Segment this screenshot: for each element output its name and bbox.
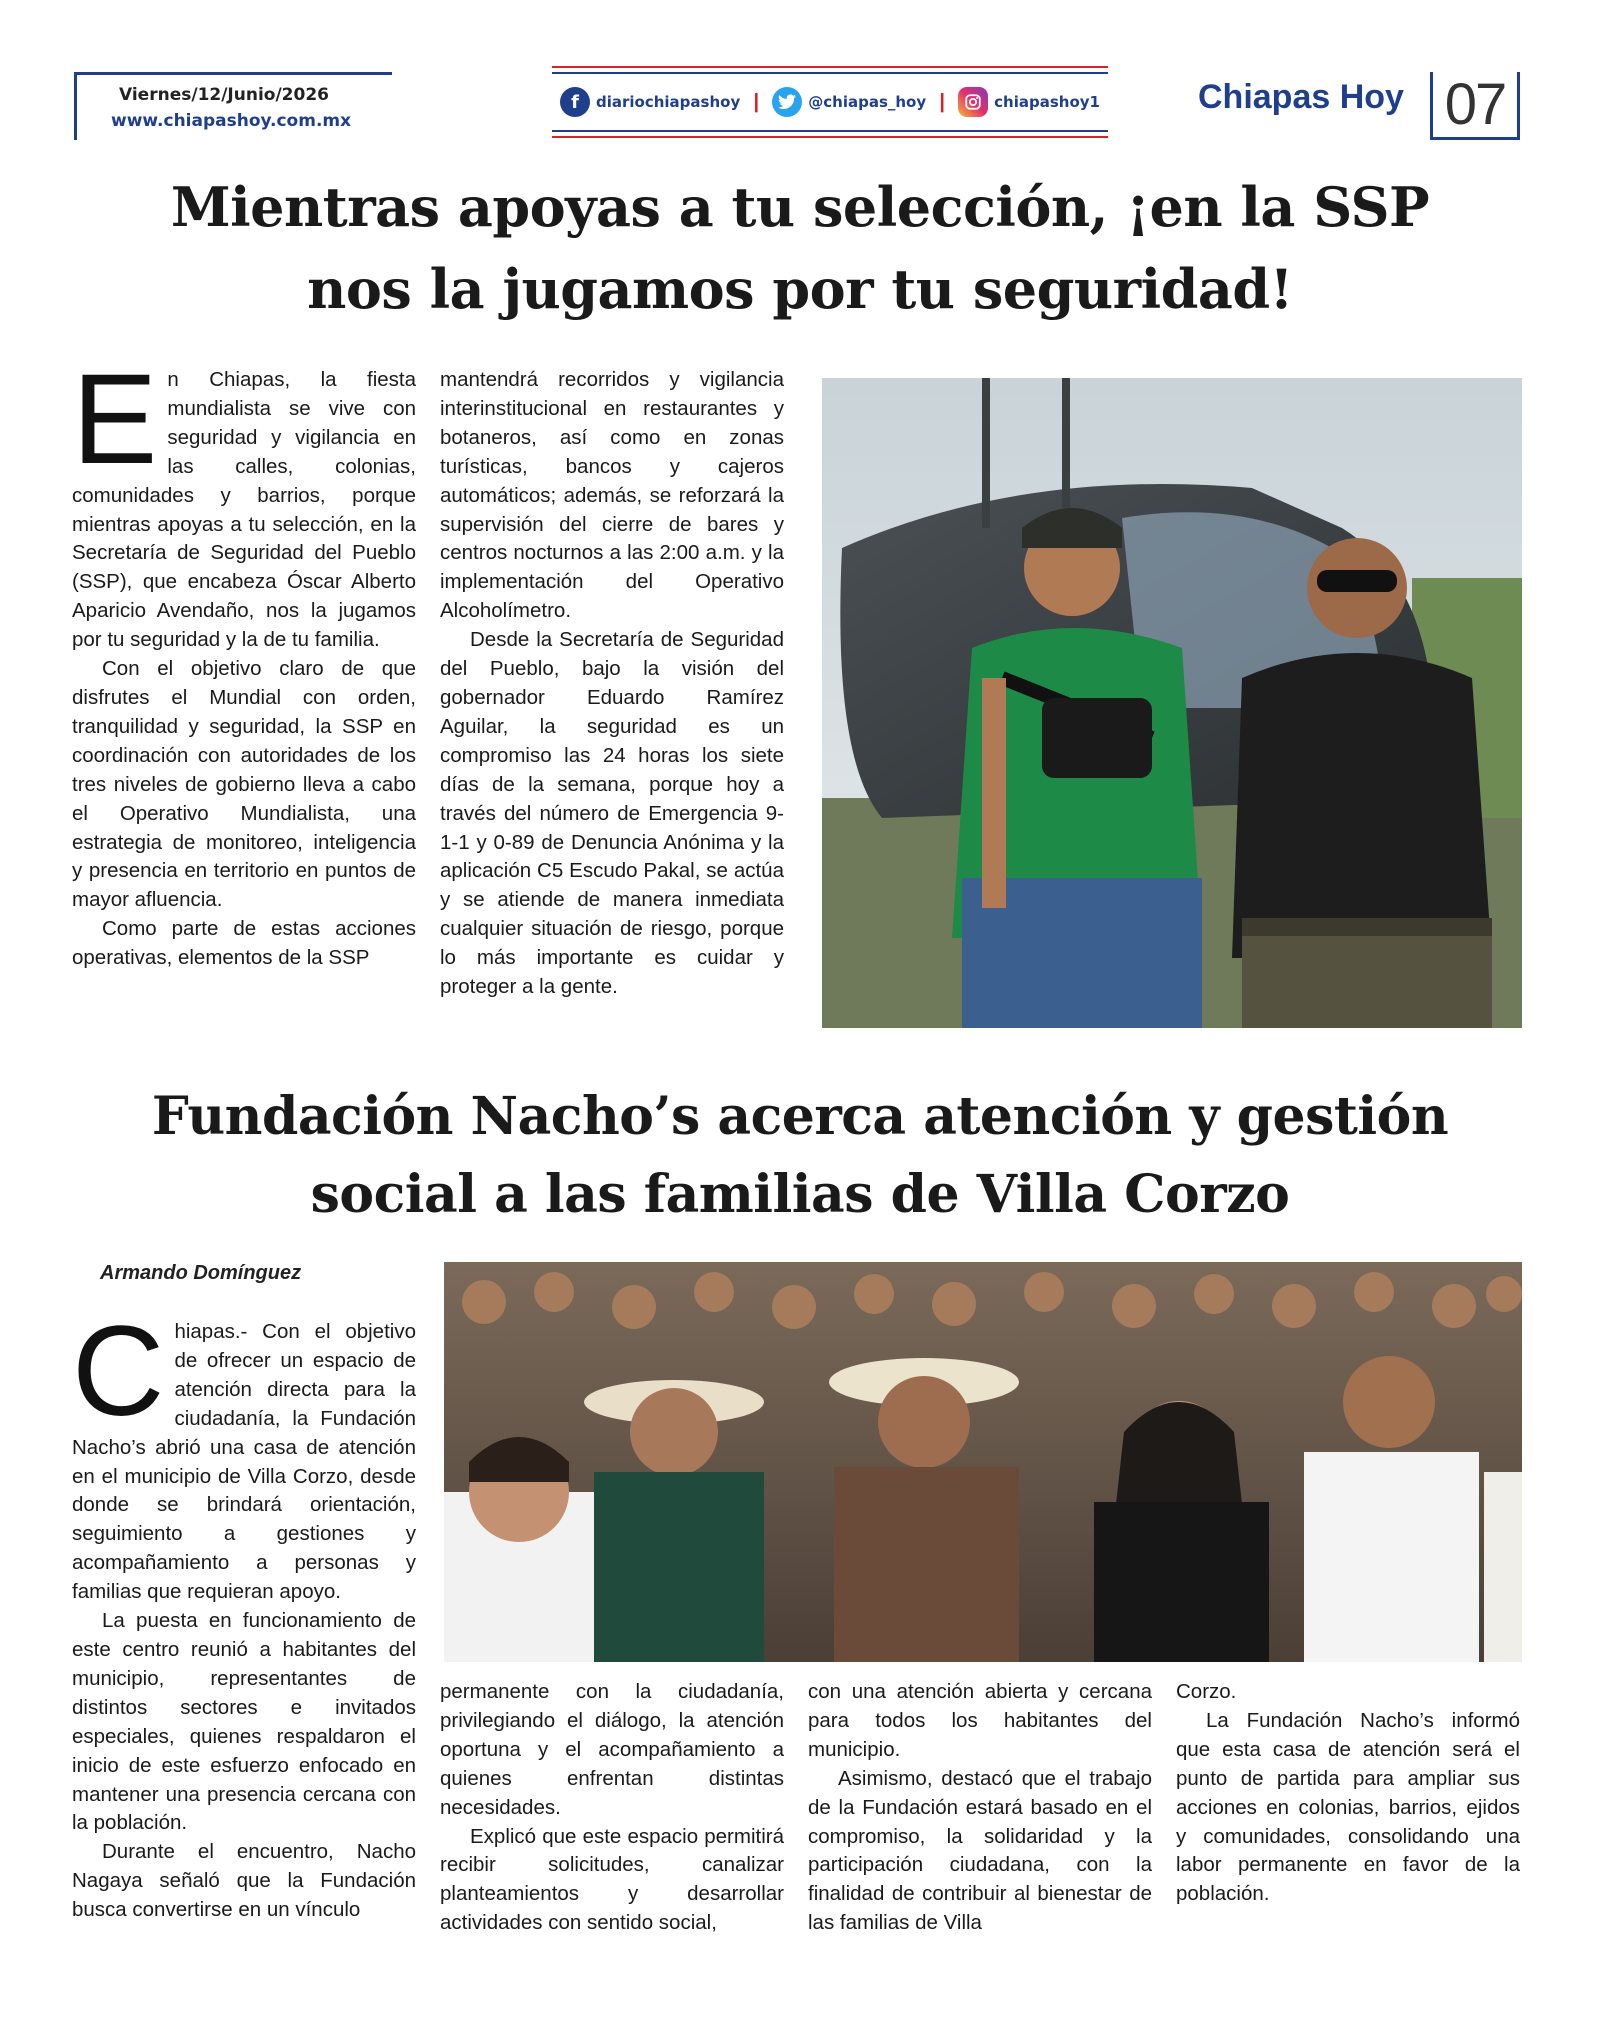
twitter-icon — [772, 87, 802, 117]
article2-paragraph: Explicó que este espacio permitirá recibir solicitudes, canalizar planteamientos y desarrollar actividades con sentido social, — [440, 1824, 784, 1935]
social-bar-bottom-rule — [552, 130, 1108, 138]
social-separator: | — [753, 90, 760, 113]
article2-paragraph: La Fundación Nacho’s informó que esta casa de atención será el punto de partida para ampliar sus acciones en colonias, barrios, ejidos y comunidades, consolidando una labor permanente en favor de la población. — [1176, 1708, 1520, 1906]
article1-dropcap: E — [72, 348, 158, 491]
article2-column-4 — [1176, 1678, 1520, 1909]
twitter-handle: @chiapas_hoy — [808, 93, 927, 111]
article2-column-2 — [440, 1678, 784, 1938]
article1-paragraph: Con el objetivo claro de que disfrutes el Mundial con orden, tranquilidad y seguridad, la SSP en coordinación con autoridades de los tres niveles de gobierno lleva a cabo el Operativo Mundialista, una estrategia de monitoreo, inteligencia y presencia en territorio en puntos de mayor afluencia. — [72, 657, 416, 912]
masthead-right — [1198, 72, 1520, 140]
facebook-link[interactable] — [560, 87, 740, 117]
article1-headline-line1: Mientras apoyas a tu selección, ¡en la SSP — [170, 175, 1430, 239]
article2-headline-line2: social a las familias de Villa Corzo — [310, 1164, 1290, 1225]
article2-headline-line1: Fundación Nacho’s acerca atención y gestión — [151, 1086, 1449, 1147]
facebook-handle: diariochiapashoy — [596, 93, 741, 111]
social-row — [560, 84, 1100, 120]
article1-paragraph: Como parte de estas acciones operativas, elementos de la SSP — [72, 917, 416, 970]
social-media-bar — [552, 66, 1108, 138]
article1-headline — [100, 166, 1500, 330]
article1-photo-helicopter-officials — [822, 378, 1522, 1028]
article2-paragraph: Durante el encuentro, Nacho Nagaya señaló que la Fundación busca convertirse en un vínculo — [72, 1840, 416, 1922]
article2-paragraph: Corzo. — [1176, 1680, 1237, 1703]
social-separator: | — [939, 90, 945, 113]
article2-paragraph: con una atención abierta y cercana para todos los habitantes del municipio. — [808, 1680, 1152, 1761]
website-link[interactable]: www.chiapashoy.com.mx — [111, 111, 352, 131]
article1-paragraph: n Chiapas, la fiesta mundialista se vive con seguridad y vigilancia en las calles, colonias, comunidades y barrios, porque mientras apoyas a tu selección, en la Secretaría de Seguridad del Pueblo (SSP), que encabeza Óscar Alberto Aparicio Avendaño, nos la jugamos por tu seguridad y la de tu familia. — [72, 368, 416, 652]
issue-date — [119, 83, 392, 107]
article2-photo-crowd — [444, 1262, 1522, 1662]
article2-paragraph: Asimismo, destacó que el trabajo de la Fundación estará basado en el compromiso, la solidaridad y la participación ciudadana, con la finalidad de contribuir al bienestar de las familias de Villa — [808, 1766, 1152, 1935]
article1-paragraph: Desde la Secretaría de Seguridad del Pueblo, bajo la visión del gobernador Eduardo Ramírez Aguilar, la seguridad es un compromiso las 24 horas los siete días de la semana, porque hoy a través del número de Emergencia 9-1-1 y 0-89 de Denuncia Anónima y la aplicación C5 Escudo Pakal, se actúa y se atiende de manera inmediata cualquier situación de riesgo, porque lo más importante es cuidar y proteger a la gente. — [440, 628, 784, 999]
facebook-icon: f — [560, 87, 590, 117]
instagram-handle: chiapashoy1 — [994, 93, 1100, 111]
issue-day: Viernes — [119, 85, 192, 105]
header-date-block — [74, 72, 392, 140]
article1-paragraph: mantendrá recorridos y vigilancia interinstitucional en restaurantes y botaneros, así como en zonas turísticas, bancos y cajeros automáticos; además, se reforzará la supervisión del cierre de bares y centros nocturnos a las 2:00 a.m. y la implementación del Operativo Alcoholímetro. — [440, 368, 784, 623]
instagram-icon — [958, 87, 988, 117]
article2-headline — [100, 1078, 1500, 1234]
article1-column-1 — [72, 348, 416, 973]
article2-column-1 — [72, 1300, 416, 1925]
issue-date-rest: /12/Junio/2026 — [191, 85, 329, 105]
article2-paragraph: hiapas.- Con el objetivo de ofrecer un espacio de atención directa para la ciudadanía, la Fundación Nacho’s abrió una casa de atención en el municipio de Villa Corzo, desde donde se brindará orientación, seguimiento a gestiones y acompañamiento a personas y familias que requieran apoyo. — [72, 1320, 416, 1604]
article2-paragraph: La puesta en funcionamiento de este centro reunió a habitantes del municipio, representantes de distintos sectores e invitados especiales, quienes respaldaron el inicio de este esfuerzo enfocado en mantener una presencia cercana con la población. — [72, 1609, 416, 1835]
brand-name: Chiapas Hoy — [1198, 78, 1404, 116]
twitter-link[interactable] — [772, 87, 926, 117]
social-bar-top-rule — [552, 66, 1108, 74]
article2-byline: Armando Domínguez — [100, 1262, 302, 1284]
article2-dropcap: C — [72, 1300, 165, 1443]
article2-column-3 — [808, 1678, 1152, 1938]
article2-paragraph: permanente con la ciudadanía, privilegiando el diálogo, la atención oportuna y el acompañamiento a quienes enfrentan distintas necesidades. — [440, 1680, 784, 1819]
article1-headline-line2: nos la jugamos por tu seguridad! — [307, 257, 1293, 321]
instagram-link[interactable] — [958, 87, 1100, 117]
article1-column-2 — [440, 366, 784, 1002]
page-number: 07 — [1430, 72, 1520, 140]
